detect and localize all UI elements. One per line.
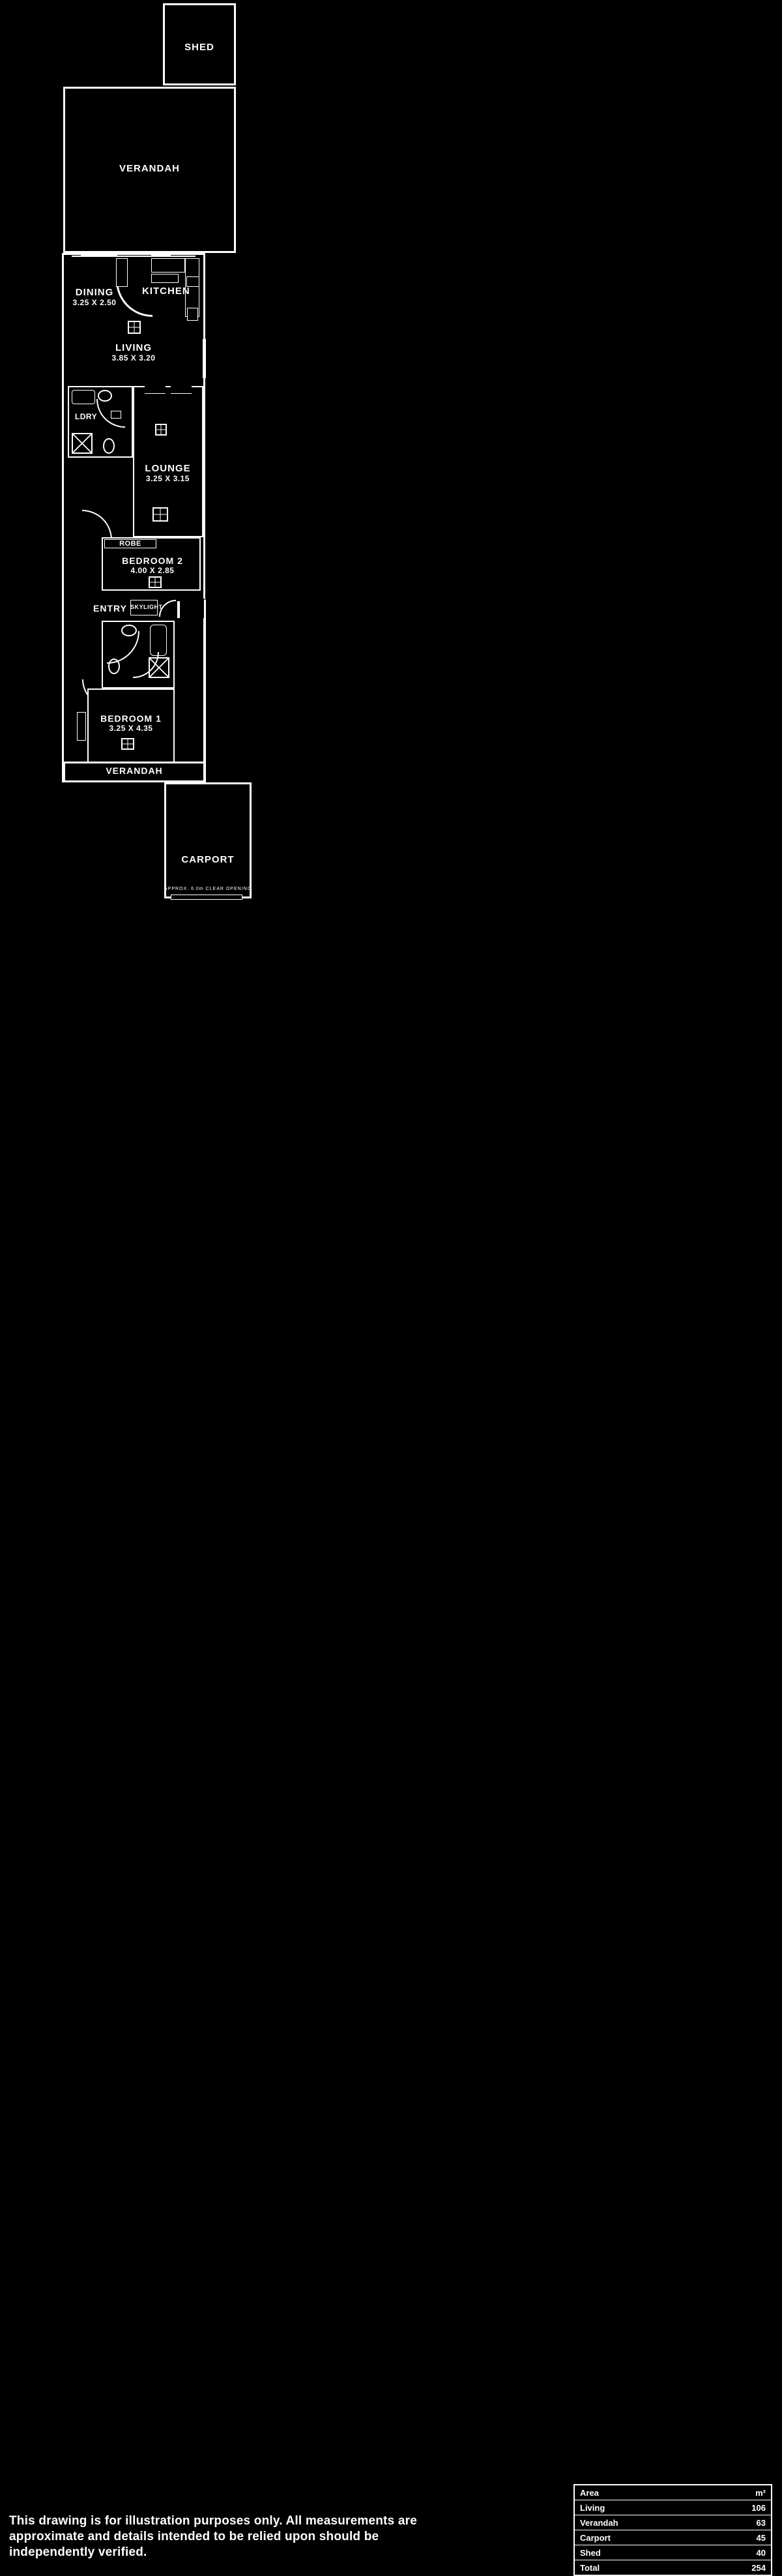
kitchen-island (151, 274, 179, 283)
area-label-carport: Carport (580, 2532, 611, 2543)
room-dim-bedroom2: 4.00 X 2.85 (130, 566, 175, 575)
bath-tub (72, 390, 95, 404)
area-label-total: Total (580, 2562, 600, 2573)
area-row-living (575, 2500, 771, 2515)
area-label-living: Living (580, 2502, 605, 2513)
ensuite-bath (150, 625, 167, 656)
room-label-carport: CARPORT (181, 854, 235, 865)
room-label-skylight: SKYLIGHT (130, 604, 163, 610)
room-name-dining: DINING (75, 287, 114, 298)
room-lounge (133, 386, 203, 537)
bedroom2-bed (149, 576, 162, 588)
shower-base (72, 433, 93, 454)
room-label-robe: ROBE (119, 540, 141, 548)
area-value-carport: 45 (756, 2532, 766, 2543)
toilet-icon (103, 438, 115, 454)
area-row-verandah (575, 2515, 771, 2530)
lounge-table (155, 424, 167, 436)
window-dining-north (81, 254, 117, 257)
kitchen-bench-top (151, 258, 185, 273)
room-name-bedroom1: BEDROOM 1 (100, 713, 162, 724)
area-label-verandah: Verandah (580, 2517, 618, 2528)
room-dim-living: 3.85 X 3.20 (111, 353, 156, 363)
area-value-living: 106 (751, 2502, 766, 2513)
dining-pantry (116, 258, 128, 287)
room-dim-dining: 3.25 X 2.50 (72, 298, 117, 307)
room-label-dining (68, 287, 121, 307)
bedroom1-bed (121, 738, 134, 750)
area-row-carport (575, 2530, 771, 2545)
area-table-header (575, 2485, 771, 2500)
room-name-living: LIVING (115, 342, 152, 353)
lounge-opening-left (145, 385, 166, 394)
window-living-east (203, 339, 206, 378)
room-label-shed: SHED (184, 42, 214, 53)
bedroom1-robe (77, 712, 86, 741)
room-label-entry: ENTRY (93, 603, 127, 614)
room-label-verandah-top: VERANDAH (119, 163, 180, 174)
area-header-label: Area (580, 2487, 599, 2498)
east-boundary-wall (204, 600, 206, 782)
laundry-trough (111, 411, 121, 419)
room-name-lounge: LOUNGE (145, 463, 191, 474)
area-header-unit: m² (755, 2487, 766, 2498)
room-label-laundry: LDRY (74, 412, 98, 421)
area-table (573, 2484, 772, 2576)
room-label-kitchen: KITCHEN (142, 286, 190, 297)
area-value-verandah: 63 (756, 2517, 766, 2528)
room-label-verandah-bottom: VERANDAH (106, 765, 163, 776)
area-row-shed (575, 2545, 771, 2560)
area-value-shed: 40 (756, 2547, 766, 2558)
room-dim-lounge: 3.25 X 3.15 (146, 474, 190, 483)
area-value-total: 254 (751, 2562, 766, 2573)
room-name-bedroom2: BEDROOM 2 (122, 555, 183, 566)
area-label-shed: Shed (580, 2547, 601, 2558)
room-label-bedroom1 (87, 713, 175, 733)
kitchen-cooktop (187, 308, 198, 321)
lounge-window-seat (152, 507, 168, 522)
room-label-living (91, 342, 176, 363)
area-row-total (575, 2560, 771, 2575)
room-carport (164, 782, 252, 898)
carport-clear-opening-note: APPROX. 6.0m CLEAR OPENING (164, 887, 252, 891)
lounge-opening-right (171, 385, 192, 394)
window-kitchen-north (151, 254, 171, 257)
carport-opening-line (171, 895, 242, 900)
room-label-lounge (124, 463, 212, 483)
front-door (177, 601, 180, 618)
room-label-bedroom2 (109, 555, 195, 575)
room-dim-bedroom1: 3.25 X 4.35 (109, 724, 153, 733)
disclaimer-text: This drawing is for illustration purposes only. All measurements are approximate and details intended to be relied upon should be independently verified. (9, 2514, 417, 2559)
living-table (128, 321, 141, 334)
